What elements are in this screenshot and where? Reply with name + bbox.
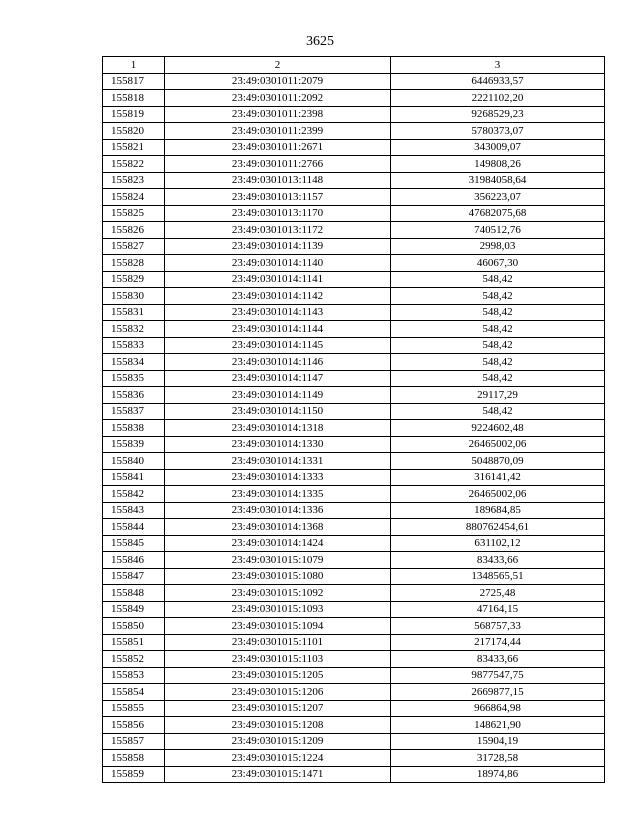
cadastral-number-cell: 23:49:0301015:1208 (165, 717, 391, 734)
row-number-cell: 155818 (103, 90, 165, 107)
table-row (103, 766, 605, 783)
row-number-cell: 155846 (103, 552, 165, 569)
table-row (103, 469, 605, 486)
row-number-cell: 155824 (103, 189, 165, 206)
row-number-cell: 155823 (103, 172, 165, 189)
table-row (103, 238, 605, 255)
cadastral-value-cell: 548,42 (391, 354, 605, 371)
cadastral-number-cell: 23:49:0301015:1101 (165, 634, 391, 651)
cadastral-number-cell: 23:49:0301014:1143 (165, 304, 391, 321)
table-row (103, 700, 605, 717)
row-number-cell: 155834 (103, 354, 165, 371)
column-header-number: 1 (103, 57, 165, 74)
row-number-cell: 155831 (103, 304, 165, 321)
cadastral-number-cell: 23:49:0301015:1103 (165, 651, 391, 668)
row-number-cell: 155838 (103, 420, 165, 437)
cadastral-number-cell: 23:49:0301014:1335 (165, 486, 391, 503)
cadastral-number-cell: 23:49:0301014:1333 (165, 469, 391, 486)
table-row (103, 684, 605, 701)
row-number-cell: 155854 (103, 684, 165, 701)
row-number-cell: 155828 (103, 255, 165, 272)
cadastral-value-cell: 2221102,20 (391, 90, 605, 107)
table-row (103, 156, 605, 173)
cadastral-number-cell: 23:49:0301014:1336 (165, 502, 391, 519)
cadastral-number-cell: 23:49:0301014:1147 (165, 370, 391, 387)
table-row (103, 189, 605, 206)
row-number-cell: 155839 (103, 436, 165, 453)
cadastral-number-cell: 23:49:0301011:2092 (165, 90, 391, 107)
cadastral-number-cell: 23:49:0301014:1368 (165, 519, 391, 536)
row-number-cell: 155844 (103, 519, 165, 536)
cadastral-number-cell: 23:49:0301014:1424 (165, 535, 391, 552)
cadastral-number-cell: 23:49:0301015:1092 (165, 585, 391, 602)
table-row (103, 634, 605, 651)
table-row (103, 255, 605, 272)
row-number-cell: 155825 (103, 205, 165, 222)
cadastral-number-cell: 23:49:0301011:2079 (165, 73, 391, 90)
cadastral-value-cell: 148621,90 (391, 717, 605, 734)
row-number-cell: 155849 (103, 601, 165, 618)
page-number: 3625 (306, 34, 334, 49)
table-row (103, 502, 605, 519)
cadastral-value-cell: 880762454,61 (391, 519, 605, 536)
table-row (103, 321, 605, 338)
table-row (103, 651, 605, 668)
cadastral-value-cell: 31728,58 (391, 750, 605, 767)
cadastral-value-cell: 83433,66 (391, 651, 605, 668)
cadastral-number-cell: 23:49:0301015:1207 (165, 700, 391, 717)
cadastral-number-cell: 23:49:0301011:2399 (165, 123, 391, 140)
row-number-cell: 155850 (103, 618, 165, 635)
cadastral-number-cell: 23:49:0301013:1148 (165, 172, 391, 189)
table-row (103, 90, 605, 107)
cadastral-value-cell: 26465002,06 (391, 486, 605, 503)
table-row (103, 222, 605, 239)
table-header (103, 57, 605, 74)
row-number-cell: 155819 (103, 106, 165, 123)
table-row (103, 123, 605, 140)
row-number-cell: 155827 (103, 238, 165, 255)
row-number-cell: 155845 (103, 535, 165, 552)
cadastral-number-cell: 23:49:0301014:1318 (165, 420, 391, 437)
cadastral-value-cell: 47682075,68 (391, 205, 605, 222)
row-number-cell: 155836 (103, 387, 165, 404)
cadastral-value-cell: 9268529,23 (391, 106, 605, 123)
table-row (103, 304, 605, 321)
table-row (103, 106, 605, 123)
cadastral-value-cell: 9224602,48 (391, 420, 605, 437)
row-number-cell: 155832 (103, 321, 165, 338)
cadastral-value-table (102, 56, 605, 783)
table-row (103, 354, 605, 371)
table-row (103, 552, 605, 569)
row-number-cell: 155835 (103, 370, 165, 387)
cadastral-value-cell: 217174,44 (391, 634, 605, 651)
row-number-cell: 155840 (103, 453, 165, 470)
cadastral-value-cell: 548,42 (391, 370, 605, 387)
table-row (103, 750, 605, 767)
cadastral-number-cell: 23:49:0301015:1079 (165, 552, 391, 569)
cadastral-number-cell: 23:49:0301015:1209 (165, 733, 391, 750)
cadastral-number-cell: 23:49:0301014:1330 (165, 436, 391, 453)
row-number-cell: 155851 (103, 634, 165, 651)
cadastral-number-cell: 23:49:0301015:1094 (165, 618, 391, 635)
cadastral-value-cell: 29117,29 (391, 387, 605, 404)
table-row (103, 618, 605, 635)
cadastral-value-cell: 548,42 (391, 288, 605, 305)
cadastral-value-cell: 9877547,75 (391, 667, 605, 684)
table-row (103, 172, 605, 189)
cadastral-value-cell: 966864,98 (391, 700, 605, 717)
cadastral-value-cell: 15904,19 (391, 733, 605, 750)
column-header-value: 3 (391, 57, 605, 74)
table-row (103, 667, 605, 684)
cadastral-number-cell: 23:49:0301014:1140 (165, 255, 391, 272)
row-number-cell: 155833 (103, 337, 165, 354)
cadastral-value-cell: 548,42 (391, 271, 605, 288)
row-number-cell: 155842 (103, 486, 165, 503)
row-number-cell: 155843 (103, 502, 165, 519)
cadastral-value-cell: 568757,33 (391, 618, 605, 635)
row-number-cell: 155841 (103, 469, 165, 486)
table-row (103, 733, 605, 750)
cadastral-value-cell: 47164,15 (391, 601, 605, 618)
table-row (103, 337, 605, 354)
cadastral-number-cell: 23:49:0301011:2671 (165, 139, 391, 156)
row-number-cell: 155847 (103, 568, 165, 585)
cadastral-value-cell: 189684,85 (391, 502, 605, 519)
cadastral-number-cell: 23:49:0301014:1149 (165, 387, 391, 404)
cadastral-number-cell: 23:49:0301015:1206 (165, 684, 391, 701)
row-number-cell: 155853 (103, 667, 165, 684)
cadastral-value-cell: 631102,12 (391, 535, 605, 552)
row-number-cell: 155837 (103, 403, 165, 420)
table-row (103, 271, 605, 288)
cadastral-number-cell: 23:49:0301015:1205 (165, 667, 391, 684)
cadastral-number-cell: 23:49:0301014:1142 (165, 288, 391, 305)
cadastral-number-cell: 23:49:0301013:1157 (165, 189, 391, 206)
header-row (103, 57, 605, 74)
cadastral-number-cell: 23:49:0301014:1139 (165, 238, 391, 255)
cadastral-value-cell: 740512,76 (391, 222, 605, 239)
cadastral-value-cell: 31984058,64 (391, 172, 605, 189)
cadastral-number-cell: 23:49:0301014:1141 (165, 271, 391, 288)
table-row (103, 601, 605, 618)
table-row (103, 420, 605, 437)
table-row (103, 585, 605, 602)
cadastral-value-cell: 83433,66 (391, 552, 605, 569)
cadastral-value-cell: 2669877,15 (391, 684, 605, 701)
row-number-cell: 155848 (103, 585, 165, 602)
cadastral-value-cell: 6446933,57 (391, 73, 605, 90)
table-row (103, 288, 605, 305)
table-row (103, 205, 605, 222)
cadastral-value-cell: 5780373,07 (391, 123, 605, 140)
cadastral-number-cell: 23:49:0301014:1146 (165, 354, 391, 371)
cadastral-value-cell: 548,42 (391, 403, 605, 420)
row-number-cell: 155855 (103, 700, 165, 717)
row-number-cell: 155830 (103, 288, 165, 305)
row-number-cell: 155822 (103, 156, 165, 173)
cadastral-value-cell: 5048870,09 (391, 453, 605, 470)
cadastral-value-cell: 343009,07 (391, 139, 605, 156)
row-number-cell: 155859 (103, 766, 165, 783)
cadastral-value-cell: 356223,07 (391, 189, 605, 206)
cadastral-value-cell: 18974,86 (391, 766, 605, 783)
cadastral-number-cell: 23:49:0301013:1172 (165, 222, 391, 239)
cadastral-number-cell: 23:49:0301014:1144 (165, 321, 391, 338)
table-row (103, 139, 605, 156)
cadastral-value-cell: 1348565,51 (391, 568, 605, 585)
table-row (103, 568, 605, 585)
table-row (103, 370, 605, 387)
cadastral-number-cell: 23:49:0301015:1080 (165, 568, 391, 585)
row-number-cell: 155856 (103, 717, 165, 734)
cadastral-number-cell: 23:49:0301014:1331 (165, 453, 391, 470)
table-row (103, 486, 605, 503)
cadastral-number-cell: 23:49:0301015:1224 (165, 750, 391, 767)
column-header-cadastral-number: 2 (165, 57, 391, 74)
table-row (103, 387, 605, 404)
row-number-cell: 155858 (103, 750, 165, 767)
row-number-cell: 155829 (103, 271, 165, 288)
cadastral-value-cell: 2725,48 (391, 585, 605, 602)
cadastral-number-cell: 23:49:0301014:1150 (165, 403, 391, 420)
row-number-cell: 155857 (103, 733, 165, 750)
table-row (103, 535, 605, 552)
table-row (103, 403, 605, 420)
cadastral-value-cell: 46067,30 (391, 255, 605, 272)
row-number-cell: 155821 (103, 139, 165, 156)
row-number-cell: 155817 (103, 73, 165, 90)
cadastral-number-cell: 23:49:0301014:1145 (165, 337, 391, 354)
table-row (103, 519, 605, 536)
cadastral-value-cell: 548,42 (391, 304, 605, 321)
cadastral-number-cell: 23:49:0301013:1170 (165, 205, 391, 222)
table-row (103, 436, 605, 453)
cadastral-value-cell: 548,42 (391, 337, 605, 354)
cadastral-number-cell: 23:49:0301015:1093 (165, 601, 391, 618)
cadastral-value-cell: 149808,26 (391, 156, 605, 173)
cadastral-number-cell: 23:49:0301015:1471 (165, 766, 391, 783)
row-number-cell: 155852 (103, 651, 165, 668)
table-body (103, 73, 605, 783)
row-number-cell: 155820 (103, 123, 165, 140)
cadastral-value-cell: 548,42 (391, 321, 605, 338)
cadastral-value-cell: 26465002,06 (391, 436, 605, 453)
table-row (103, 73, 605, 90)
row-number-cell: 155826 (103, 222, 165, 239)
table-row (103, 717, 605, 734)
cadastral-value-cell: 2998,03 (391, 238, 605, 255)
cadastral-value-cell: 316141,42 (391, 469, 605, 486)
cadastral-number-cell: 23:49:0301011:2398 (165, 106, 391, 123)
table-row (103, 453, 605, 470)
cadastral-number-cell: 23:49:0301011:2766 (165, 156, 391, 173)
